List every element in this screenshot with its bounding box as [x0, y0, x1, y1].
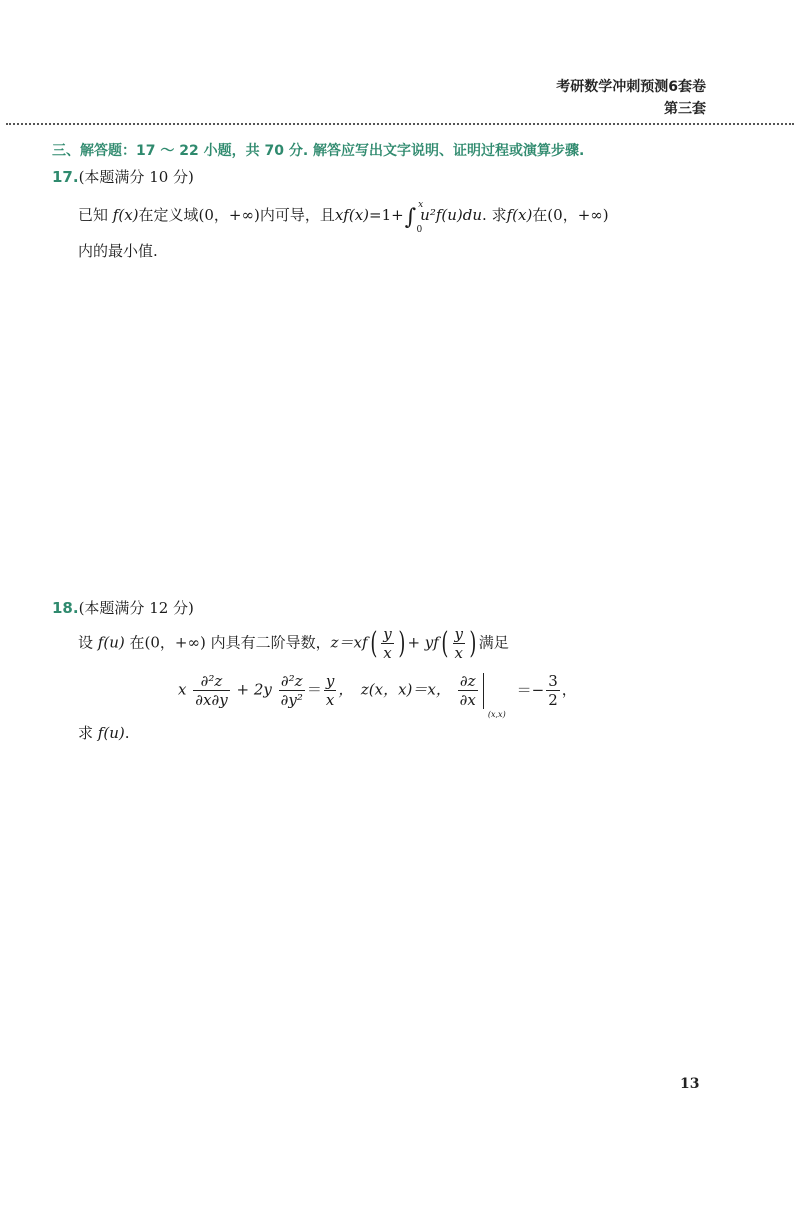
question-18-line-1 [78, 625, 509, 662]
fraction-three-halves [546, 672, 560, 709]
left-paren: ( [369, 625, 377, 661]
fraction-y-x [324, 672, 336, 709]
eq-equals: ＝ [306, 680, 322, 699]
question-18-ask [78, 722, 130, 743]
evaluation-bar [483, 673, 506, 719]
q17-text-1: 已知 [78, 206, 109, 224]
question-18-number: 18. [52, 599, 79, 617]
two-den: 2 [548, 691, 558, 709]
eq-plus-2y: + 2y [236, 680, 272, 699]
question-17-line-2: 内的最小值. [78, 242, 158, 260]
eq-condition-2: ， z(x，x)＝x， [338, 680, 451, 699]
q18-ask-fu: f(u) [97, 724, 125, 742]
left-paren-2: ( [441, 625, 449, 661]
q18-z-def: z＝xf [330, 633, 368, 652]
evaluation-subscript: (x,x) [487, 709, 506, 719]
q17-integrand: u²f(u)du [420, 206, 483, 224]
q18-ask: 求 [78, 724, 94, 742]
question-17-score: (本题满分 10 分) [78, 168, 194, 186]
fraction-d2z-dxdy [193, 672, 229, 709]
fraction-dz-dx [458, 672, 478, 709]
integral-lower-limit: 0 [416, 225, 423, 235]
q18-text-3: 满足 [478, 633, 509, 652]
eq-x: x [178, 680, 187, 699]
series-title: 考研数学冲刺预测6套卷 [556, 79, 706, 95]
fraction-y-over-x-2 [453, 625, 465, 662]
q18-text-2: 在(0，+∞) 内具有二阶导数， [129, 633, 331, 652]
set-label: 第三套 [664, 101, 706, 117]
yx-num: y [325, 672, 335, 690]
question-18-score: (本题满分 12 分) [78, 599, 194, 617]
d2z-num: ∂²z [193, 672, 229, 691]
d2z-num-2: ∂²z [279, 672, 305, 691]
right-paren: ) [398, 625, 406, 661]
eq-equals-negative: ＝− [516, 680, 545, 699]
frac-den: x [383, 644, 392, 662]
q18-text-1: 设 [78, 633, 94, 652]
dx-den: ∂x [459, 691, 476, 709]
three-num: 3 [548, 672, 558, 690]
fraction-d2z-dy2 [279, 672, 305, 709]
q17-text-2: 在定义域(0，+∞)内可导，且 [138, 206, 335, 224]
section-heading: 三、解答题：17 ～ 22 小题，共 70 分. 解答应写出文字说明、证明过程或演算步骤. [52, 143, 585, 159]
frac-den-2: x [454, 644, 463, 662]
page-header [556, 76, 706, 120]
question-18-header [52, 597, 194, 618]
q17-fx: f(x) [112, 206, 139, 224]
right-paren-2: ) [469, 625, 477, 661]
q17-eq: =1+ [369, 206, 404, 224]
header-divider [6, 123, 794, 125]
question-17-line-1 [78, 200, 609, 235]
question-17-header [52, 166, 194, 187]
q17-fx-2: f(x) [506, 206, 533, 224]
question-18-equation [178, 672, 577, 719]
q17-text-3: . 求 [482, 206, 507, 224]
yx-den: x [325, 691, 335, 709]
page-number: 13 [680, 1076, 700, 1092]
q17-text-4: 在(0，+∞) [532, 206, 609, 224]
integral-sign: ∫ x 0 [404, 200, 424, 235]
dz-num: ∂z [458, 672, 478, 691]
eq-comma: ， [561, 680, 577, 699]
dy2-den: ∂y² [280, 691, 303, 709]
q17-lhs: xf(x) [334, 206, 370, 224]
q18-fu: f(u) [97, 633, 125, 652]
frac-num-2: y [454, 625, 464, 643]
frac-num: y [383, 625, 392, 643]
q18-ask-end: . [124, 724, 130, 742]
integral-upper-limit: x [418, 200, 424, 210]
dxdy-den: ∂x∂y [195, 691, 228, 709]
fraction-y-over-x [381, 625, 393, 662]
question-17-number: 17. [52, 168, 79, 186]
q18-plus-yf: + yf [407, 633, 439, 652]
